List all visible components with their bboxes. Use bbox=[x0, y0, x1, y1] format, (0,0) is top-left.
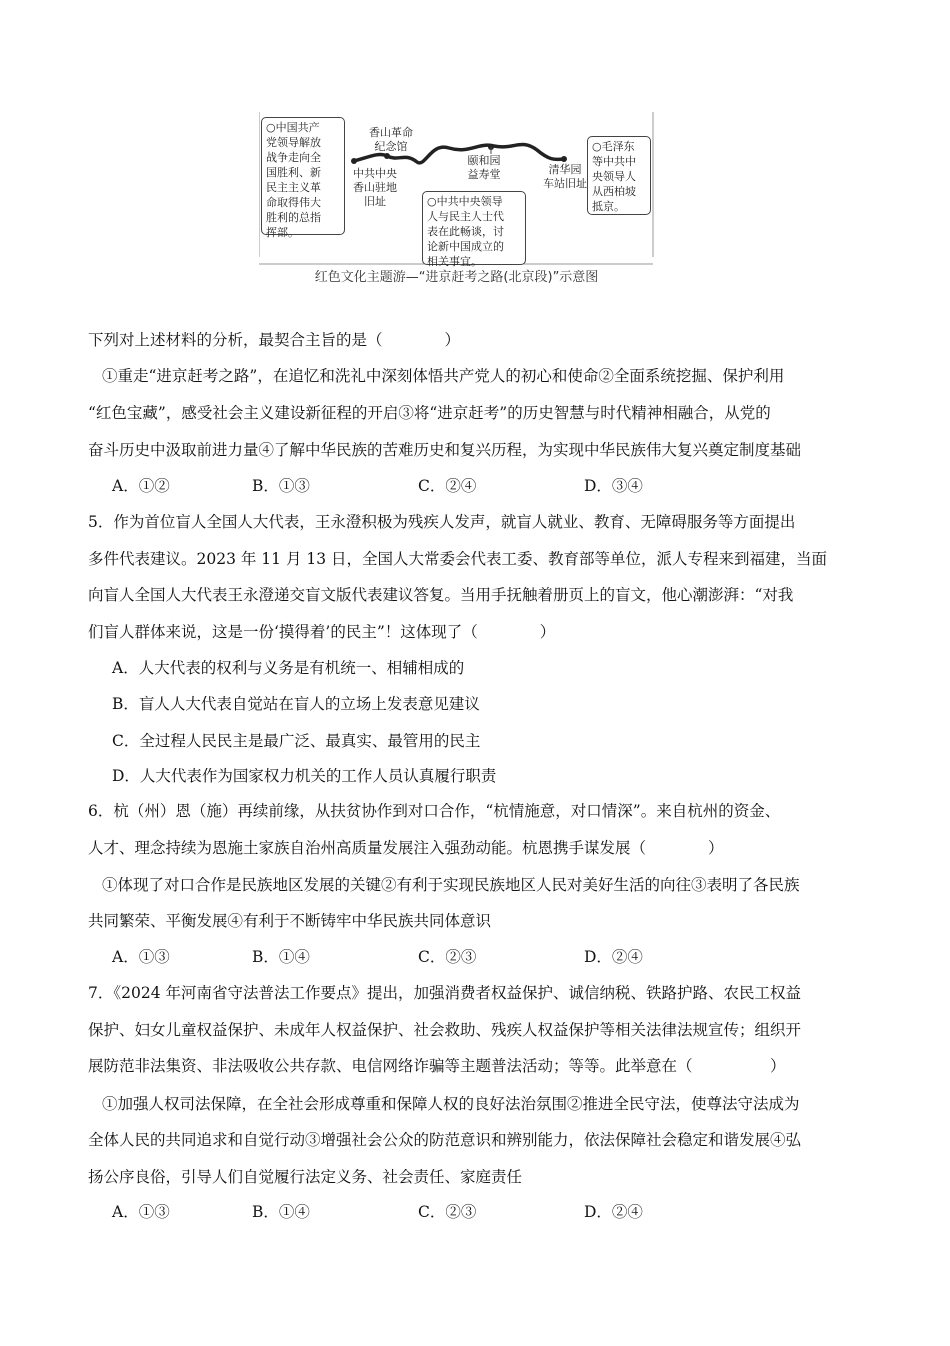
label-xiangshan-memorial: 香山革命 纪念馆 bbox=[369, 126, 413, 153]
label-zhonggong-site: 中共中央 香山驻地 旧址 bbox=[353, 167, 397, 208]
q7-stem-line-1: 7．《2024 年河南省守法普法工作要点》提出，加强消费者权益保护、诚信纳税、铁路护路、农民工权益 bbox=[88, 984, 801, 1002]
q5-stem-line-4: 们盲人群体来说，这是一份‘摸得着’的民主”！这体现了（ ） bbox=[88, 623, 556, 641]
q6-option-a[interactable]: A．①③ bbox=[112, 948, 170, 966]
q5-option-b[interactable]: B．盲人人大代表自觉站在盲人的立场上发表意见建议 bbox=[112, 695, 480, 713]
q4-stem: 下列对上述材料的分析，最契合主旨的是（ ） bbox=[88, 331, 461, 349]
q5-option-c[interactable]: C．全过程人民民主是最广泛、最真实、最管用的民主 bbox=[112, 732, 481, 750]
q7-option-c[interactable]: C．②③ bbox=[418, 1203, 477, 1221]
callout-left: ○中国共产 党领导解放 战争走向全 国胜利、新 民主主义革 命取得伟大 胜利的总指 挥部。 bbox=[261, 117, 345, 235]
q7-option-d[interactable]: D．②④ bbox=[584, 1203, 643, 1221]
q5-option-a[interactable]: A．人大代表的权利与义务是有机统一、相辅相成的 bbox=[112, 659, 465, 677]
route-diagram bbox=[259, 112, 654, 268]
q7-option-a[interactable]: A．①③ bbox=[112, 1203, 170, 1221]
q6-option-b[interactable]: B．①④ bbox=[252, 948, 310, 966]
q6-statement-line-2: 共同繁荣、平衡发展④有利于不断铸牢中华民族共同体意识 bbox=[88, 912, 492, 930]
q7-statement-line-2: 全体人民的共同追求和自觉行动③增强社会公众的防范意识和辨别能力，依法保障社会稳定和谐发展④弘 bbox=[88, 1131, 802, 1149]
q4-statement-line-2: “红色宝藏”，感受社会主义建设新征程的开启③将“进京赶考”的历史智慧与时代精神相融合，从党的 bbox=[88, 404, 771, 422]
q7-option-b[interactable]: B．①④ bbox=[252, 1203, 310, 1221]
figure-caption: 红色文化主题游—“进京赶考之路(北京段)”示意图 bbox=[314, 270, 599, 285]
q5-stem-line-1: 5．作为首位盲人全国人大代表，王永澄积极为残疾人发声，就盲人就业、教育、无障碍服务等方面提出 bbox=[88, 513, 796, 531]
q4-option-c[interactable]: C．②④ bbox=[418, 477, 477, 495]
q4-statement-line-3: 奋斗历史中汲取前进力量④了解中华民族的苦难历史和复兴历程，为实现中华民族伟大复兴奠定制度基础 bbox=[88, 441, 802, 459]
q7-stem-line-2: 保护、妇女儿童权益保护、未成年人权益保护、社会救助、残疾人权益保护等相关法律法规宣传；组织开 bbox=[88, 1021, 802, 1039]
callout-right: ○毛泽东 等中共中 央领导人 从西柏坡 抵京。 bbox=[587, 136, 651, 215]
q6-option-d[interactable]: D．②④ bbox=[584, 948, 643, 966]
q4-option-d[interactable]: D．③④ bbox=[584, 477, 643, 495]
callout-middle: ○中共中央领导 人与民主人士代 表在此畅谈，讨 论新中国成立的 相关事宜。 bbox=[422, 191, 526, 265]
q4-option-b[interactable]: B．①③ bbox=[252, 477, 310, 495]
q5-option-d[interactable]: D．人大代表作为国家权力机关的工作人员认真履行职责 bbox=[112, 767, 497, 785]
q5-stem-line-3: 向盲人全国人大代表王永澄递交盲文版代表建议答复。当用手抚触着册页上的盲文，他心潮澎湃：“对我 bbox=[88, 586, 794, 604]
q4-statement-line-1: ①重走“进京赶考之路”，在追忆和洗礼中深刻体悟共产党人的初心和使命②全面系统挖掘、保护利用 bbox=[102, 367, 785, 385]
label-yiheyuan: 颐和园 益寿堂 bbox=[467, 154, 501, 181]
q7-statement-line-1: ①加强人权司法保障，在全社会形成尊重和保障人权的良好法治氛围②推进全民守法，使尊法守法成为 bbox=[102, 1095, 800, 1113]
q4-option-a[interactable]: A．①② bbox=[112, 477, 170, 495]
q5-stem-line-2: 多件代表建议。2023 年 11 月 13 日，全国人大常委会代表工委、教育部等单位，派人专程来到福建，当面 bbox=[88, 550, 828, 568]
q6-option-c[interactable]: C．②③ bbox=[418, 948, 477, 966]
q7-stem-line-3: 展防范非法集资、非法吸收公共存款、电信网络诈骗等主题普法活动；等等。此举意在（ ） bbox=[88, 1057, 786, 1075]
label-qinghua-station: 清华园 车站旧址 bbox=[543, 163, 587, 190]
q7-statement-line-3: 扬公序良俗，引导人们自觉履行法定义务、社会责任、家庭责任 bbox=[88, 1168, 523, 1186]
q6-stem-line-1: 6．杭（州）恩（施）再续前缘，从扶贫协作到对口合作，“杭情施意，对口情深”。来自杭州的资金、 bbox=[88, 802, 781, 820]
q6-stem-line-2: 人才、理念持续为恩施土家族自治州高质量发展注入强劲动能。杭恩携手谋发展（ ） bbox=[88, 839, 724, 857]
q6-statement-line-1: ①体现了对口合作是民族地区发展的关键②有利于实现民族地区人民对美好生活的向往③表明了各民族 bbox=[102, 876, 800, 894]
